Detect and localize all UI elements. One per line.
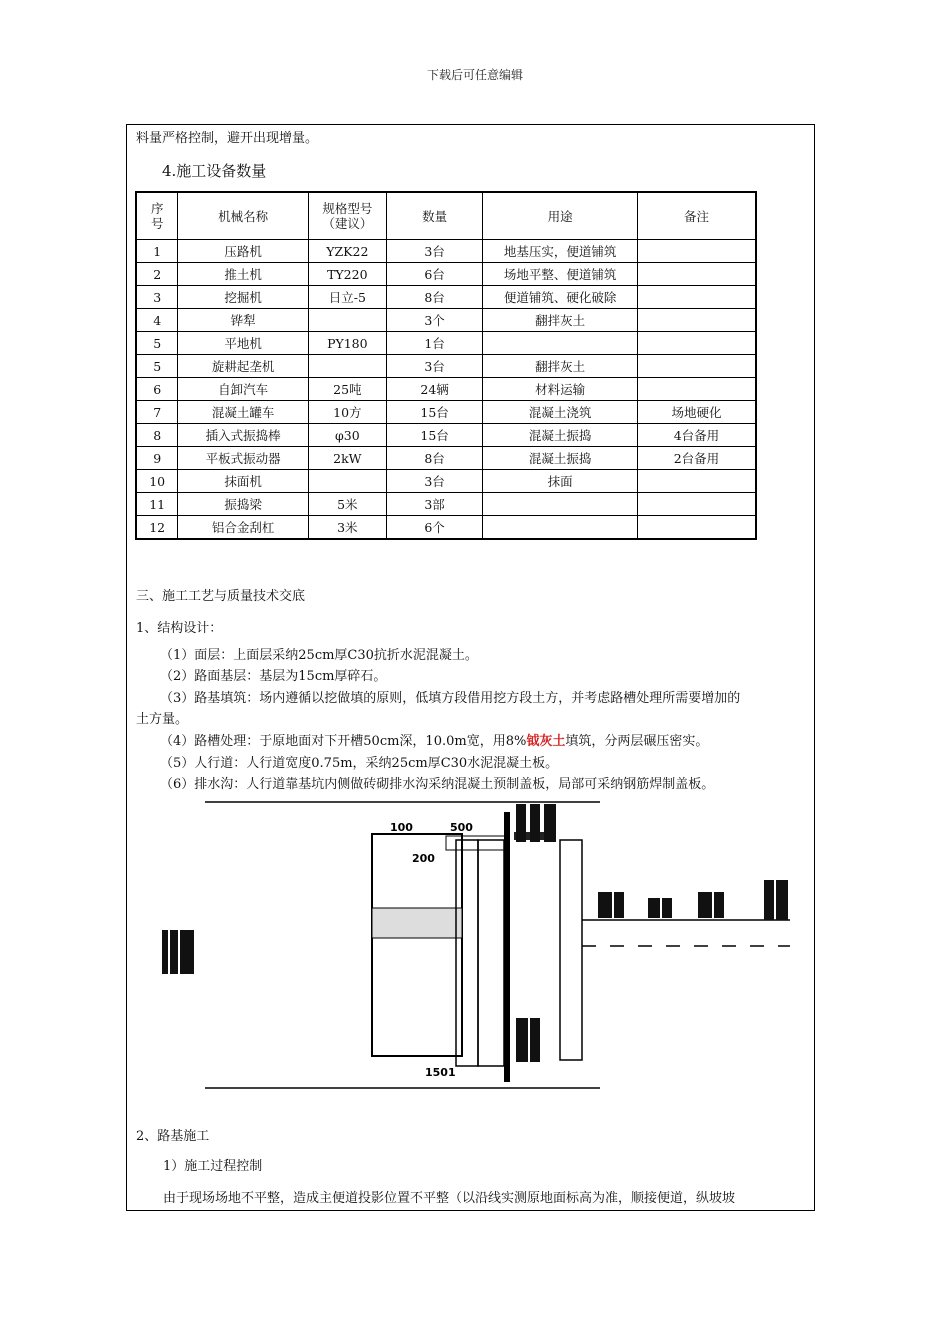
table-row [136,286,756,309]
equipment-table [135,191,757,540]
table-cell: 抹面 [483,470,637,493]
table-cell: 振捣梁 [178,493,309,516]
table-cell: 2kW [308,447,386,470]
table-cell: 1台 [386,332,483,355]
table-row [136,470,756,493]
table-cell [483,332,637,355]
table-cell: 9 [136,447,178,470]
table-cell: 2台备用 [637,447,756,470]
table-cell: 混凝土振捣 [483,424,637,447]
sub2-text: 由于现场场地不平整，造成主便道投影位置不平整（以沿线实测原地面标高为准，顺接便道，纵坡坡 [163,1191,736,1206]
table-row [136,332,756,355]
road-section-diagram [150,800,810,1100]
table-cell: 8 [136,424,178,447]
table-cell [637,493,756,516]
table-cell [637,309,756,332]
table-row [136,378,756,401]
table-cell: 自卸汽车 [178,378,309,401]
header-use: 用途 [483,192,637,240]
table-row [136,263,756,286]
label-1501: 1501 [425,1066,456,1079]
header-note: 下载后可任意编辑 [426,68,523,82]
table-cell: 混凝土罐车 [178,401,309,424]
item-3a: （3）路基填筑：场内遵循以挖做填的原则，低填方段借用挖方段土方，并考虑路槽处理所需要增加的 [160,691,741,706]
table-cell: 翻拌灰土 [483,309,637,332]
table-cell: 5米 [308,493,386,516]
item-5: （5）人行道：人行道宽度0.75m，采纳25cm厚C30水泥混凝土板。 [160,756,559,771]
table-cell: 压路机 [178,240,309,263]
table-cell [483,493,637,516]
table-cell [483,516,637,540]
table-cell: 3米 [308,516,386,540]
table-cell [308,309,386,332]
table-cell: 7 [136,401,178,424]
table-cell: 混凝土振捣 [483,447,637,470]
table-cell: 3台 [386,355,483,378]
table-cell: 铧犁 [178,309,309,332]
table-row [136,424,756,447]
table-cell: 插入式振捣棒 [178,424,309,447]
sub2-title: 2、路基施工 [136,1129,210,1144]
header-qty: 数量 [386,192,483,240]
table-cell: 日立-5 [308,286,386,309]
table-header-row [136,192,756,240]
table-cell: PY180 [308,332,386,355]
table-cell: 推土机 [178,263,309,286]
table-cell [637,355,756,378]
table-cell: 平地机 [178,332,309,355]
table-cell: 抹面机 [178,470,309,493]
table-cell [637,240,756,263]
table-cell: 5 [136,332,178,355]
sub1-title: 1、结构设计： [136,621,223,636]
table-cell: 4台备用 [637,424,756,447]
table-cell: 便道铺筑、硬化破除 [483,286,637,309]
table-cell [637,332,756,355]
table-cell: 3部 [386,493,483,516]
table-cell: 平板式振动器 [178,447,309,470]
table-cell: 旋耕起垄机 [178,355,309,378]
table-cell [637,470,756,493]
paragraph-top: 料量严格控制，避开出现增量。 [136,131,319,146]
table-cell: 6个 [386,516,483,540]
section4-title: 4.施工设备数量 [162,162,267,180]
item-3b: 土方量。 [136,712,189,727]
table-cell: 24辆 [386,378,483,401]
table-cell: 6台 [386,263,483,286]
table-cell: TY220 [308,263,386,286]
table-cell: 混凝土浇筑 [483,401,637,424]
label-500: 500 [450,821,473,834]
label-100: 100 [390,821,413,834]
table-row [136,447,756,470]
table-row [136,309,756,332]
table-cell: 翻拌灰土 [483,355,637,378]
table-cell: 场地硬化 [637,401,756,424]
table-cell: 10方 [308,401,386,424]
table-cell: YZK22 [308,240,386,263]
table-cell: 8台 [386,447,483,470]
header-name: 机械名称 [178,192,309,240]
table-cell: 挖掘机 [178,286,309,309]
table-cell [308,470,386,493]
table-cell: 15台 [386,401,483,424]
item-6: （6）排水沟：人行道靠基坑内侧做砖砌排水沟采纳混凝土预制盖板，局部可采纳钢筋焊制盖板。 [160,777,715,792]
table-cell: φ30 [308,424,386,447]
header-note: 备注 [637,192,756,240]
table-cell [637,263,756,286]
header-seq: 序 号 [136,192,178,240]
table-cell: 5 [136,355,178,378]
section3-title: 三、施工工艺与质量技术交底 [136,589,306,604]
table-row [136,355,756,378]
item-1: （1）面层：上面层采纳25cm厚C30抗折水泥混凝土。 [160,648,478,663]
table-cell: 3个 [386,309,483,332]
table-cell: 12 [136,516,178,540]
item-4: （4）路槽处理：于原地面对下开槽50cm深，10.0m宽，用8%钺灰土填筑，分两层碾压密实。 [160,734,709,749]
table-cell: 铝合金刮杠 [178,516,309,540]
table-row [136,516,756,540]
table-row [136,240,756,263]
table-cell: 3 [136,286,178,309]
table-cell: 地基压实，便道铺筑 [483,240,637,263]
table-cell [637,378,756,401]
table-cell: 1 [136,240,178,263]
table-cell [637,286,756,309]
table-cell [308,355,386,378]
header-spec: 规格型号 （建议） [308,192,386,240]
table-cell: 15台 [386,424,483,447]
table-cell: 场地平整、便道铺筑 [483,263,637,286]
table-cell [637,516,756,540]
table-cell: 3台 [386,240,483,263]
table-cell: 25吨 [308,378,386,401]
table-cell: 6 [136,378,178,401]
table-cell: 8台 [386,286,483,309]
table-cell: 2 [136,263,178,286]
table-cell: 10 [136,470,178,493]
sub2-step: 1）施工过程控制 [163,1159,263,1174]
table-cell: 3台 [386,470,483,493]
table-row [136,493,756,516]
item-2: （2）路面基层：基层为15cm厚碎石。 [160,669,387,684]
item-4-highlight: 钺灰土 [526,734,566,749]
label-200: 200 [412,852,435,865]
table-row [136,401,756,424]
table-cell: 11 [136,493,178,516]
table-cell: 材料运输 [483,378,637,401]
table-cell: 4 [136,309,178,332]
